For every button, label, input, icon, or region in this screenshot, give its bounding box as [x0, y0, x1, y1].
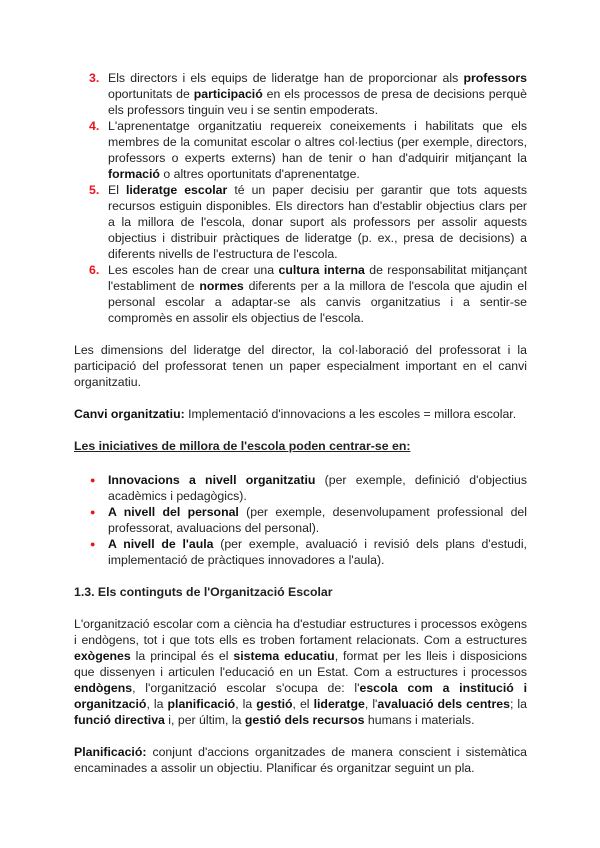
text-run: (per exemple, desenvolupament professional del professorat, avaluacions del personal).	[108, 505, 527, 535]
text-run: (per exemple, avaluació i revisió dels plans d'estudi, implementació de pràctiques innovadores a l'aula).	[108, 537, 527, 567]
text-run: (per exemple, definició d'objectius acadèmics i pedagògics).	[108, 473, 527, 503]
text-run: humans i materials.	[364, 713, 475, 727]
paragraph-dimensions	[74, 342, 527, 390]
text-run: i, per últim, la	[164, 713, 245, 727]
bold-text: participació	[193, 87, 263, 101]
text-run: ; la	[509, 697, 527, 711]
bold-text: avaluació dels centres	[377, 697, 510, 711]
list-number: 5.	[89, 183, 100, 197]
text-run: Els directors i els equips de lideratge han de proporcionar als	[108, 71, 464, 85]
numbered-list-item	[74, 182, 527, 262]
text-run: , l'organització escolar s'ocupa de: l'	[132, 681, 360, 695]
bold-text: normes	[199, 279, 244, 293]
bold-text: cultura interna	[278, 263, 365, 277]
bold-text: lideratge escolar	[125, 183, 228, 197]
bold-text: Innovacions a nivell organitzatiu	[108, 473, 316, 487]
text-run: o altres oportunitats d'aprenentatge.	[159, 167, 360, 181]
bold-text: exògenes	[74, 649, 131, 663]
text-run: , format per les lleis i disposicions que dissenyen i articulen l'educació en un Estat. Com a estructures i processos	[74, 649, 527, 679]
bold-text: Planificació:	[74, 745, 147, 759]
bullet-icon: ●	[90, 475, 96, 485]
paragraph-canvi-organitzatiu	[74, 406, 527, 422]
paragraph-planning	[74, 744, 527, 776]
section-heading: 1.3. Els continguts de l'Organització Escolar	[74, 585, 333, 599]
list-number: 6.	[89, 263, 100, 277]
text-run: , el	[292, 697, 314, 711]
paragraph-contents	[74, 616, 527, 728]
text-run: Implementació d'innovacions a les escoles = millora escolar.	[184, 407, 517, 421]
bold-text: escola com a institució i organització	[74, 681, 527, 711]
list-number: 4.	[89, 119, 100, 133]
bold-text: A nivell del personal	[108, 505, 239, 519]
bold-text: A nivell de l'aula	[108, 537, 214, 551]
bullet-list-item	[74, 504, 527, 536]
bullet-icon: ●	[90, 539, 96, 549]
list-number: 3.	[89, 71, 100, 85]
bold-text: funció directiva	[74, 713, 165, 727]
text-run: , la	[146, 697, 168, 711]
bullet-list-item	[74, 472, 527, 504]
text-run: Les dimensions del lideratge del director, la col·laboració del professorat i la participació del professorat tenen un paper especialment important en el canvi organitzatiu.	[74, 343, 527, 389]
text-run: L'aprenentatge organitzatiu requereix coneixements i habilitats que els membres de la comunitat escolar o altres col·lectius (per exemple, directors, professors o experts externs) han de tenir o han d'adquirir mitjançant la	[108, 119, 527, 165]
bold-text: gestió dels recursos	[244, 713, 365, 727]
text-run: en els processos de presa de decisions perquè els professors tinguin veu i se sentin empoderats.	[108, 87, 527, 117]
bold-text: gestió	[256, 697, 293, 711]
bold-text: Canvi organitzatiu:	[74, 407, 185, 421]
text-run: , la	[235, 697, 257, 711]
bold-text: planificació	[167, 697, 236, 711]
numbered-list-item	[74, 118, 527, 182]
text-run: L'organització escolar com a ciència ha d'estudiar estructures i processos exògens i endògens, tot i que tots ells es troben fortament relacionats. Com a estructures	[74, 617, 527, 647]
text-run: diferents per a la millora de l'escola que ajudin el personal escolar a adaptar-se als canvis organitzatius i a sentir-se compromès en assolir els objectius de l'escola.	[108, 279, 527, 325]
text-run: Les escoles han de crear una	[108, 263, 279, 277]
bullet-icon: ●	[90, 507, 96, 517]
text-run: conjunt d'accions organitzades de manera conscient i sistemàtica encaminades a assolir un objectiu. Planificar és organitzar seguint un pla.	[74, 745, 527, 775]
text-run: oportunitats de	[108, 87, 194, 101]
bold-text: lideratge	[313, 697, 365, 711]
bold-text: sistema educatiu	[233, 649, 335, 663]
initiatives-heading: Les iniciatives de millora de l'escola poden centrar-se en:	[74, 439, 411, 453]
text-run: té un paper decisiu per garantir que tots aquests recursos estiguin disponibles. Els directors han d'establir objectius clars per a la millora de l'escola, donar suport als professors per assolir aquests objectius i distribuir pràctiques de lideratge (p. ex., presa de decisions) a diferents nivells de l'estructura de l'escola.	[108, 183, 527, 261]
bullet-list-item	[74, 536, 527, 568]
numbered-list	[74, 70, 527, 326]
text-run: de responsabilitat mitjançant l'establiment de	[108, 263, 528, 293]
bold-text: endògens	[74, 681, 133, 695]
numbered-list-item	[74, 262, 527, 326]
bold-text: formació	[108, 167, 160, 181]
bullet-list	[74, 472, 527, 568]
numbered-list-item	[74, 70, 527, 118]
text-run: la principal és el	[130, 649, 234, 663]
text-run: El	[108, 183, 126, 197]
text-run: , l'	[364, 697, 378, 711]
bold-text: professors	[463, 71, 527, 85]
